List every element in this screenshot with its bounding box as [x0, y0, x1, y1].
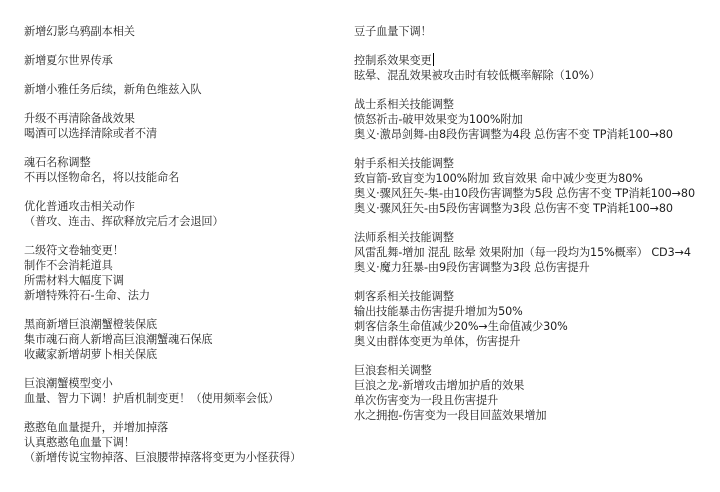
left-section-heading: 黑商新增巨浪潮蟹橙装保底 [24, 318, 158, 331]
right-section-heading: 豆子血量下调！ [354, 25, 432, 38]
right-section-line: 眩晕、混乱效果被攻击时有较低概率解除（10%） [354, 69, 601, 82]
left-section-heading: 升级不再清除备战效果 [24, 112, 135, 125]
left-section [24, 111, 344, 141]
left-section [24, 317, 344, 362]
left-section-line: （新增传说宝物掉落、巨浪腰带掉落将变更为小怪获得） [24, 451, 302, 464]
left-section-line: 制作不会消耗道具 [24, 259, 113, 272]
right-section-line: 刺客信条生命值减少20%→生命值减少30% [354, 320, 568, 333]
right-section-heading: 战士系相关技能调整 [354, 98, 454, 111]
right-section-line: 巨浪之龙-新增攻击增加护盾的效果 [354, 379, 525, 392]
right-section-heading: 法师系相关技能调整 [354, 231, 454, 244]
left-section-heading: 优化普通攻击相关动作 [24, 200, 135, 213]
left-section [24, 155, 344, 185]
left-section-heading: 二级符文卷轴变更！ [24, 244, 124, 257]
left-section [24, 199, 344, 229]
right-column [354, 24, 704, 437]
left-section-heading: 憨憨龟血量提升，并增加掉落 [24, 421, 169, 434]
right-section-line: 奥义·魔力狂暴-由9段伤害调整为3段 总伤害提升 [354, 261, 590, 274]
left-section-line: 血量、智力下调！护盾机制变更！（使用频率会低） [24, 392, 280, 405]
left-section-heading: 新增小雅任务后续，新角色维兹入队 [24, 83, 202, 96]
right-section [354, 230, 704, 275]
left-section [24, 420, 344, 465]
left-section [24, 376, 344, 406]
left-section [24, 82, 344, 97]
left-section [24, 243, 344, 303]
left-section-heading: 巨浪潮蟹模型变小 [24, 377, 113, 390]
left-section [24, 53, 344, 68]
right-section-line: 奥义由群体变更为单体，伤害提升 [354, 335, 521, 348]
right-section-heading: 巨浪套相关调整 [354, 364, 432, 377]
left-section-line: 所需材料大幅度下调 [24, 274, 124, 287]
right-section [354, 289, 704, 349]
right-section [354, 363, 704, 423]
left-section-line: 不再以怪物命名，将以技能命名 [24, 171, 180, 184]
right-section-heading: 刺客系相关技能调整 [354, 290, 454, 303]
left-column [24, 24, 344, 479]
right-section-line: 奥义·骤风狂矢-集-由10段伤害调整为5段 总伤害不变 TP消耗100→80 [354, 187, 695, 200]
right-section [354, 24, 704, 39]
left-section-heading: 新增夏尔世界传承 [24, 54, 113, 67]
right-section [354, 97, 704, 142]
right-section-line: 愤怒祈击-破甲效果变为100%附加 [354, 113, 523, 126]
right-section-line: 致盲箭-致盲变为100%附加 致盲效果 命中减少变更为80% [354, 172, 643, 185]
right-section-heading: 控制系效果变更 [354, 54, 432, 67]
left-section-heading: 魂石名称调整 [24, 156, 91, 169]
right-section-line: 输出技能暴击伤害提升增加为50% [354, 305, 523, 318]
text-cursor [433, 53, 434, 66]
left-section-heading: 新增幻影乌鸦副本相关 [24, 25, 135, 38]
right-section-heading: 射手系相关技能调整 [354, 157, 454, 170]
left-section-line: 认真憨憨龟血量下调！ [24, 436, 135, 449]
right-section-line: 单次伤害变为一段且伤害提升 [354, 394, 499, 407]
right-section-line: 奥义·骤风狂矢-由5段伤害调整为3段 总伤害不变 TP消耗100→80 [354, 202, 673, 215]
left-section-line: 新增特殊符石-生命、法力 [24, 289, 150, 302]
right-section [354, 53, 704, 83]
left-section [24, 24, 344, 39]
right-section-line: 奥义·激昂剑舞-由8段伤害调整为4段 总伤害不变 TP消耗100→80 [354, 128, 673, 141]
left-section-line: 收藏家新增胡萝卜相关保底 [24, 348, 158, 361]
left-section-line: 喝酒可以选择清除或者不清 [24, 127, 158, 140]
right-section-line: 水之拥抱-伤害变为一段目回蓝效果增加 [354, 409, 547, 422]
right-section-line: 风雷乱舞-增加 混乱 眩晕 效果附加（每一段均为15%概率） CD3→4 [354, 246, 691, 259]
left-section-line: （普攻、连击、挥砍释放完后才会退回） [24, 215, 224, 228]
right-section [354, 156, 704, 216]
left-section-line: 集市魂石商人新增高巨浪潮蟹魂石保底 [24, 333, 213, 346]
